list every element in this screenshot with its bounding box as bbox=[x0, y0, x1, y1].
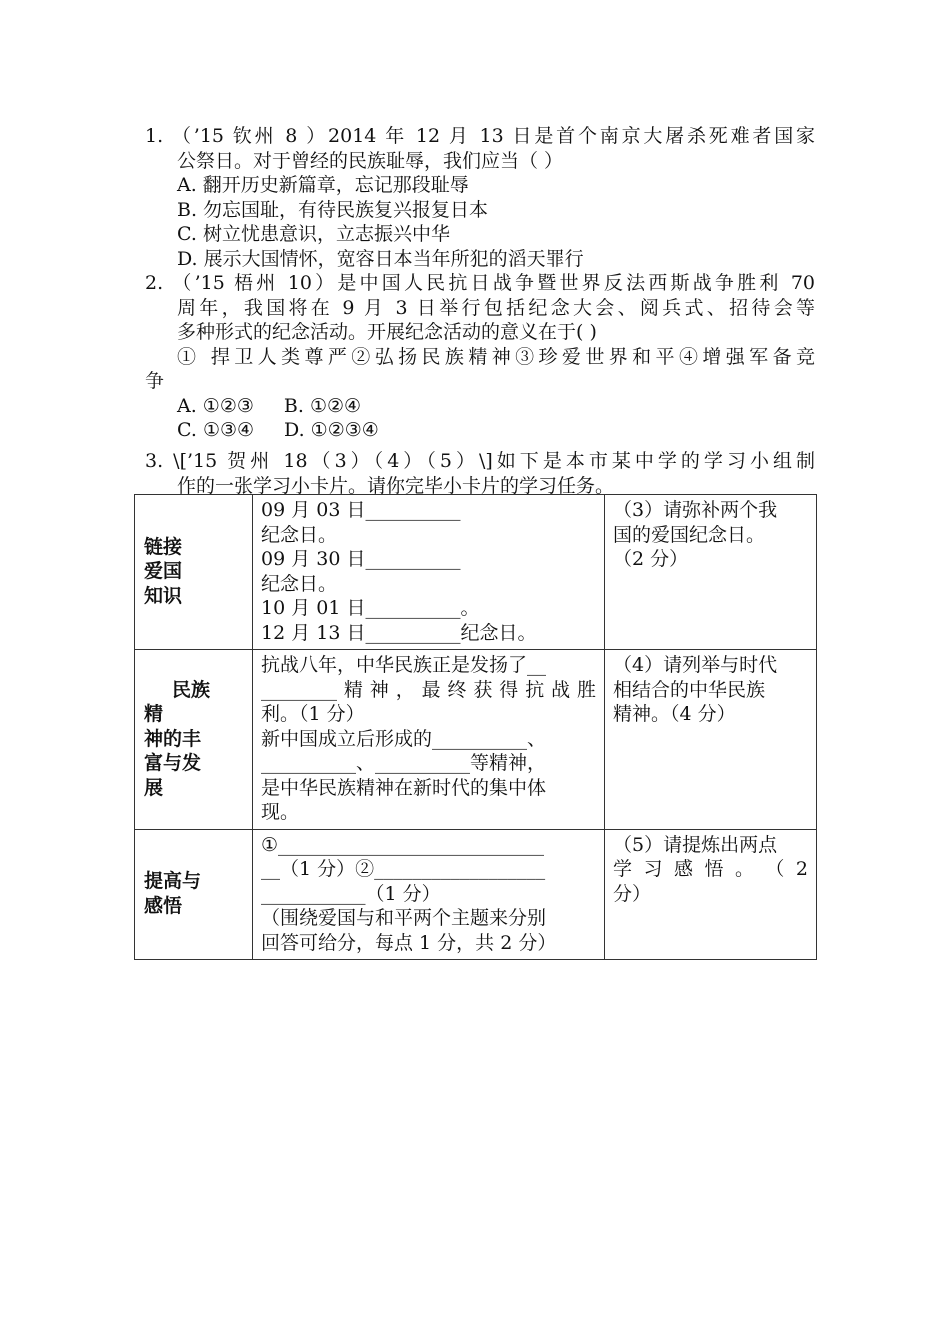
study-card-table bbox=[134, 494, 817, 960]
question-1-option-a: A. 翻开历史新篇章，忘记那段耻辱 bbox=[177, 174, 469, 196]
question-2-option-b: B. ①②④ bbox=[283, 394, 362, 417]
row-content-memorial-days: 09 月 03 日__________ 纪念日。 09 月 30 日__________ 纪念日。 10 月 01 日__________。 12 月 13 日__________纪念日。 bbox=[253, 495, 605, 650]
row-content-national-spirit: 抗战八年，中华民族正是发扬了__ ________精神，最终获得抗战胜 利。（1 分） 新中国成立后形成的__________、 __________、__________等精神， 是中华民族精神在新时代的集中体 现。 bbox=[253, 650, 605, 830]
row-content-reflection: ①____________________________ __（1 分）②__________________ ___________（1 分） （围绕爱国与和平两个主题来分别 回答可给分，每点 1 分，共 2 分） bbox=[253, 829, 605, 960]
question-1-option-c: C. 树立忧患意识，立志振兴中华 bbox=[177, 223, 450, 245]
question-2-option-a: A. ①②③ bbox=[177, 394, 254, 417]
row-heading-national-spirit: 民族 精 神的丰 富与发 展 bbox=[135, 650, 253, 830]
question-2-stem-line-3: 多种形式的纪念活动。开展纪念活动的意义在于( ) bbox=[177, 321, 597, 343]
question-2-stem-line-4: ① 捍卫人类尊严②弘扬民族精神③珍爱世界和平④增强军备竞 bbox=[177, 345, 815, 368]
card-row-reflection bbox=[135, 829, 817, 960]
memorial-day-1001-blank: 10 月 01 日__________。 bbox=[261, 597, 480, 619]
question-1-option-d: D. 展示大国情怀，宽容日本当年所犯的滔天罪行 bbox=[177, 247, 584, 270]
question-1 bbox=[145, 124, 815, 271]
row-task-5: （5）请提炼出两点 学 习 感 悟 。 （ 2 分） bbox=[605, 829, 817, 960]
memorial-day-0930-blank: 09 月 30 日__________ bbox=[261, 548, 461, 570]
memorial-day-1213-blank: 12 月 13 日__________纪念日。 bbox=[261, 621, 537, 644]
row-task-4: （4）请列举与时代 相结合的中华民族 精神。（4 分） bbox=[605, 650, 817, 830]
question-2 bbox=[145, 271, 815, 443]
question-2-stem-line-1: 2. （’15 梧州 10）是中国人民抗日战争暨世界反法西斯战争胜利 70 bbox=[145, 272, 815, 294]
row-task-3: （3）请弥补两个我 国的爱国纪念日。 （2 分） bbox=[605, 495, 817, 650]
question-2-stem-line-2: 周年，我国将在 9 月 3 日举行包括纪念大会、阅兵式、招待会等 bbox=[177, 296, 815, 319]
question-2-option-d: D. ①②③④ bbox=[284, 419, 379, 441]
card-row-national-spirit bbox=[135, 650, 817, 830]
card-row-patriotic-knowledge bbox=[135, 495, 817, 650]
row-heading-patriotic-knowledge: 链接 爱国 知识 bbox=[135, 495, 253, 650]
question-1-stem-line-2: 公祭日。对于曾经的民族耻辱，我们应当（ ） bbox=[177, 149, 564, 172]
question-1-stem-line-1: 1. （’15 钦州 8 ）2014 年 12 月 13 日是首个南京大屠杀死难者国家 bbox=[145, 125, 815, 147]
question-2-stem-line-5: 争 bbox=[145, 370, 165, 392]
question-1-option-b: B. 勿忘国耻，有待民族复兴报复日本 bbox=[177, 198, 489, 221]
question-3-stem-line-2: 作的一张学习小卡片。请你完毕小卡片的学习任务。 bbox=[177, 474, 615, 497]
question-3 bbox=[145, 449, 815, 498]
memorial-day-0903-blank: 09 月 03 日__________ bbox=[261, 499, 461, 521]
question-3-stem-line-1: 3. \[’15 贺州 18（3）（4）（5）\]如下是本市某中学的学习小组制 bbox=[145, 450, 815, 472]
row-heading-reflection: 提高与 感悟 bbox=[135, 829, 253, 960]
question-2-option-c: C. ①③④ bbox=[177, 419, 255, 441]
